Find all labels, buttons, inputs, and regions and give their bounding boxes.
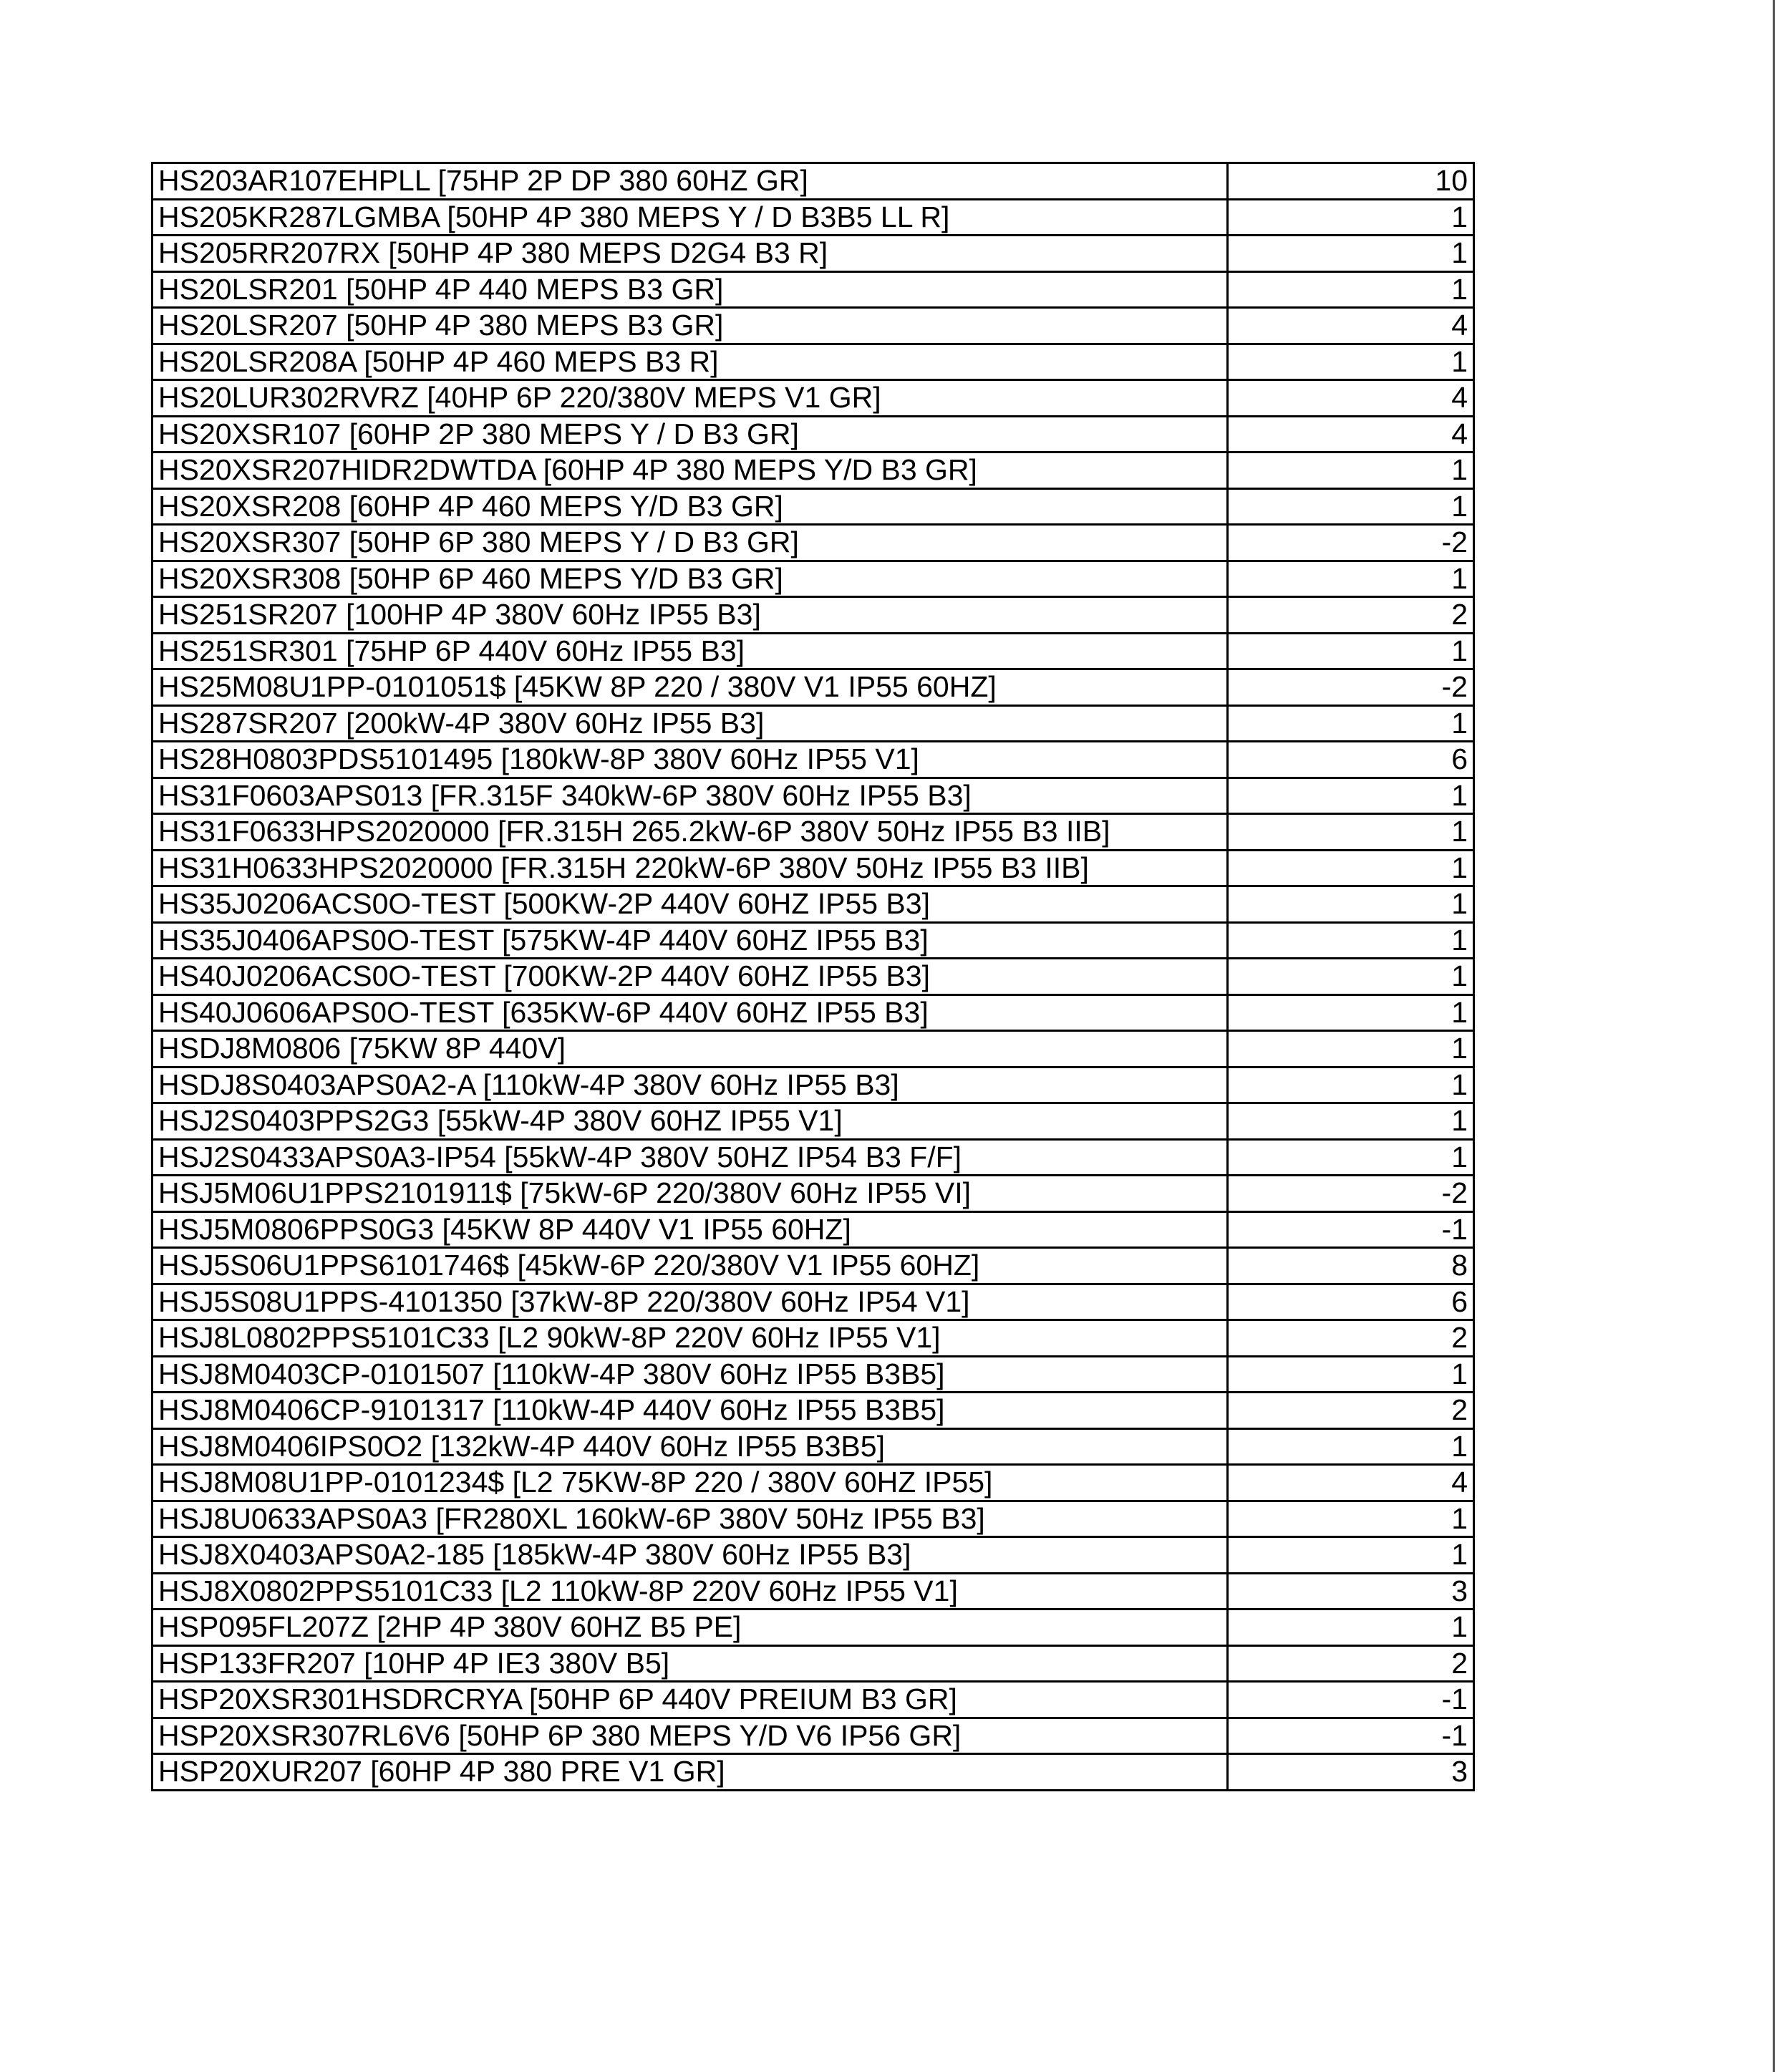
item-description-cell: HSJ8L0802PPS5101C33 [L2 90kW-8P 220V 60Hz IP55 V1] xyxy=(152,1320,1228,1357)
item-description-cell: HS20LUR302RVRZ [40HP 6P 220/380V MEPS V1 GR] xyxy=(152,380,1228,417)
item-description-cell: HS40J0206ACS0O-TEST [700KW-2P 440V 60HZ IP55 B3] xyxy=(152,959,1228,995)
item-description-cell: HS20LSR207 [50HP 4P 380 MEPS B3 GR] xyxy=(152,308,1228,344)
item-description-cell: HS20XSR307 [50HP 6P 380 MEPS Y / D B3 GR] xyxy=(152,525,1228,561)
quantity-cell: 1 xyxy=(1228,814,1474,851)
page-edge-line xyxy=(1773,0,1775,2072)
item-description-cell: HSP20XUR207 [60HP 4P 380 PRE V1 GR] xyxy=(152,1754,1228,1791)
item-description-cell: HS35J0206ACS0O-TEST [500KW-2P 440V 60HZ IP55 B3] xyxy=(152,886,1228,923)
quantity-cell: -2 xyxy=(1228,525,1474,561)
table-row xyxy=(152,1139,1474,1176)
table-row xyxy=(152,1609,1474,1646)
item-description-cell: HSJ5S08U1PPS-4101350 [37kW-8P 220/380V 60Hz IP54 V1] xyxy=(152,1284,1228,1320)
item-description-cell: HS40J0606APS0O-TEST [635KW-6P 440V 60HZ IP55 B3] xyxy=(152,994,1228,1031)
table-row xyxy=(152,1248,1474,1284)
table-row xyxy=(152,994,1474,1031)
item-description-cell: HS31F0603APS013 [FR.315F 340kW-6P 380V 60Hz IP55 B3] xyxy=(152,778,1228,814)
table-row xyxy=(152,633,1474,669)
quantity-cell: 8 xyxy=(1228,1248,1474,1284)
table-row xyxy=(152,1176,1474,1212)
quantity-cell: 1 xyxy=(1228,488,1474,525)
item-description-cell: HS203AR107EHPLL [75HP 2P DP 380 60HZ GR] xyxy=(152,163,1228,200)
table-row xyxy=(152,1465,1474,1501)
quantity-cell: 1 xyxy=(1228,959,1474,995)
quantity-cell: 1 xyxy=(1228,1428,1474,1465)
table-row xyxy=(152,1754,1474,1791)
table-row xyxy=(152,1393,1474,1429)
item-description-cell: HSJ2S0433APS0A3-IP54 [55kW-4P 380V 50HZ IP54 B3 F/F] xyxy=(152,1139,1228,1176)
item-description-cell: HSJ5M06U1PPS2101911$ [75kW-6P 220/380V 60Hz IP55 VI] xyxy=(152,1176,1228,1212)
quantity-cell: 1 xyxy=(1228,778,1474,814)
quantity-cell: 4 xyxy=(1228,308,1474,344)
quantity-cell: 1 xyxy=(1228,561,1474,597)
quantity-cell: 1 xyxy=(1228,344,1474,380)
quantity-cell: 1 xyxy=(1228,1356,1474,1393)
quantity-cell: 1 xyxy=(1228,1501,1474,1537)
quantity-cell: 6 xyxy=(1228,1284,1474,1320)
item-description-cell: HS25M08U1PP-0101051$ [45KW 8P 220 / 380V V1 IP55 60HZ] xyxy=(152,669,1228,706)
table-row xyxy=(152,1645,1474,1682)
item-description-cell: HSJ8M0406IPS0O2 [132kW-4P 440V 60Hz IP55 B3B5] xyxy=(152,1428,1228,1465)
item-description-cell: HSDJ8M0806 [75KW 8P 440V] xyxy=(152,1031,1228,1068)
quantity-cell: 1 xyxy=(1228,1139,1474,1176)
quantity-cell: 1 xyxy=(1228,850,1474,886)
table-row xyxy=(152,488,1474,525)
table-row xyxy=(152,1718,1474,1754)
item-description-cell: HSP095FL207Z [2HP 4P 380V 60HZ B5 PE] xyxy=(152,1609,1228,1646)
quantity-cell: 3 xyxy=(1228,1573,1474,1609)
quantity-cell: 1 xyxy=(1228,886,1474,923)
quantity-cell: 1 xyxy=(1228,705,1474,742)
quantity-cell: 2 xyxy=(1228,1393,1474,1429)
quantity-cell: 6 xyxy=(1228,742,1474,778)
item-description-cell: HS35J0406APS0O-TEST [575KW-4P 440V 60HZ IP55 B3] xyxy=(152,922,1228,959)
table-row xyxy=(152,163,1474,200)
item-description-cell: HSJ8M08U1PP-0101234$ [L2 75KW-8P 220 / 380V 60HZ IP55] xyxy=(152,1465,1228,1501)
table-row xyxy=(152,1103,1474,1140)
table-row xyxy=(152,561,1474,597)
item-description-cell: HSDJ8S0403APS0A2-A [110kW-4P 380V 60Hz IP55 B3] xyxy=(152,1067,1228,1103)
table-row xyxy=(152,742,1474,778)
item-description-cell: HS20XSR107 [60HP 2P 380 MEPS Y / D B3 GR] xyxy=(152,416,1228,452)
item-description-cell: HS251SR207 [100HP 4P 380V 60Hz IP55 B3] xyxy=(152,597,1228,634)
quantity-cell: -1 xyxy=(1228,1682,1474,1718)
table-row xyxy=(152,778,1474,814)
item-description-cell: HS31F0633HPS2020000 [FR.315H 265.2kW-6P 380V 50Hz IP55 B3 IIB] xyxy=(152,814,1228,851)
table-row xyxy=(152,814,1474,851)
inventory-table-body xyxy=(152,163,1474,1791)
item-description-cell: HS20XSR208 [60HP 4P 460 MEPS Y/D B3 GR] xyxy=(152,488,1228,525)
item-description-cell: HSJ8M0406CP-9101317 [110kW-4P 440V 60Hz IP55 B3B5] xyxy=(152,1393,1228,1429)
table-row xyxy=(152,1320,1474,1357)
quantity-cell: 3 xyxy=(1228,1754,1474,1791)
item-description-cell: HSJ5S06U1PPS6101746$ [45kW-6P 220/380V V1 IP55 60HZ] xyxy=(152,1248,1228,1284)
quantity-cell: 4 xyxy=(1228,1465,1474,1501)
table-row xyxy=(152,271,1474,308)
item-description-cell: HSJ8U0633APS0A3 [FR280XL 160kW-6P 380V 50Hz IP55 B3] xyxy=(152,1501,1228,1537)
quantity-cell: 1 xyxy=(1228,199,1474,236)
table-row xyxy=(152,669,1474,706)
item-description-cell: HSJ2S0403PPS2G3 [55kW-4P 380V 60HZ IP55 V1] xyxy=(152,1103,1228,1140)
table-row xyxy=(152,380,1474,417)
table-row xyxy=(152,1284,1474,1320)
quantity-cell: 2 xyxy=(1228,597,1474,634)
table-row xyxy=(152,1501,1474,1537)
quantity-cell: 1 xyxy=(1228,271,1474,308)
quantity-cell: 1 xyxy=(1228,1067,1474,1103)
item-description-cell: HSJ8X0403APS0A2-185 [185kW-4P 380V 60Hz IP55 B3] xyxy=(152,1537,1228,1574)
table-row xyxy=(152,922,1474,959)
item-description-cell: HS251SR301 [75HP 6P 440V 60Hz IP55 B3] xyxy=(152,633,1228,669)
quantity-cell: 1 xyxy=(1228,633,1474,669)
table-row xyxy=(152,705,1474,742)
table-row xyxy=(152,1537,1474,1574)
table-row xyxy=(152,1067,1474,1103)
table-row xyxy=(152,344,1474,380)
table-row xyxy=(152,597,1474,634)
table-row xyxy=(152,1031,1474,1068)
item-description-cell: HSJ8M0403CP-0101507 [110kW-4P 380V 60Hz IP55 B3B5] xyxy=(152,1356,1228,1393)
item-description-cell: HSP133FR207 [10HP 4P IE3 380V B5] xyxy=(152,1645,1228,1682)
quantity-cell: 1 xyxy=(1228,236,1474,272)
table-row xyxy=(152,886,1474,923)
item-description-cell: HS28H0803PDS5101495 [180kW-8P 380V 60Hz IP55 V1] xyxy=(152,742,1228,778)
item-description-cell: HS20LSR201 [50HP 4P 440 MEPS B3 GR] xyxy=(152,271,1228,308)
table-row xyxy=(152,959,1474,995)
quantity-cell: -2 xyxy=(1228,1176,1474,1212)
item-description-cell: HSJ5M0806PPS0G3 [45KW 8P 440V V1 IP55 60HZ] xyxy=(152,1211,1228,1248)
quantity-cell: 4 xyxy=(1228,416,1474,452)
quantity-cell: 1 xyxy=(1228,1103,1474,1140)
item-description-cell: HS20LSR208A [50HP 4P 460 MEPS B3 R] xyxy=(152,344,1228,380)
table-row xyxy=(152,1682,1474,1718)
item-description-cell: HS205RR207RX [50HP 4P 380 MEPS D2G4 B3 R] xyxy=(152,236,1228,272)
table-row xyxy=(152,416,1474,452)
quantity-cell: 4 xyxy=(1228,380,1474,417)
quantity-cell: 10 xyxy=(1228,163,1474,200)
item-description-cell: HS287SR207 [200kW-4P 380V 60Hz IP55 B3] xyxy=(152,705,1228,742)
quantity-cell: 1 xyxy=(1228,1537,1474,1574)
table-row xyxy=(152,1211,1474,1248)
quantity-cell: -1 xyxy=(1228,1211,1474,1248)
item-description-cell: HS205KR287LGMBA [50HP 4P 380 MEPS Y / D B3B5 LL R] xyxy=(152,199,1228,236)
item-description-cell: HS20XSR207HIDR2DWTDA [60HP 4P 380 MEPS Y/D B3 GR] xyxy=(152,452,1228,489)
quantity-cell: 2 xyxy=(1228,1320,1474,1357)
table-row xyxy=(152,1356,1474,1393)
table-row xyxy=(152,1428,1474,1465)
quantity-cell: -1 xyxy=(1228,1718,1474,1754)
inventory-table xyxy=(151,162,1475,1791)
table-row xyxy=(152,1573,1474,1609)
quantity-cell: 1 xyxy=(1228,1031,1474,1068)
item-description-cell: HSP20XSR307RL6V6 [50HP 6P 380 MEPS Y/D V6 IP56 GR] xyxy=(152,1718,1228,1754)
table-row xyxy=(152,452,1474,489)
quantity-cell: 1 xyxy=(1228,994,1474,1031)
item-description-cell: HSJ8X0802PPS5101C33 [L2 110kW-8P 220V 60Hz IP55 V1] xyxy=(152,1573,1228,1609)
item-description-cell: HSP20XSR301HSDRCRYA [50HP 6P 440V PREIUM B3 GR] xyxy=(152,1682,1228,1718)
table-row xyxy=(152,199,1474,236)
table-row xyxy=(152,525,1474,561)
table-row xyxy=(152,850,1474,886)
item-description-cell: HS31H0633HPS2020000 [FR.315H 220kW-6P 380V 50Hz IP55 B3 IIB] xyxy=(152,850,1228,886)
quantity-cell: 1 xyxy=(1228,1609,1474,1646)
quantity-cell: 2 xyxy=(1228,1645,1474,1682)
table-row xyxy=(152,308,1474,344)
quantity-cell: 1 xyxy=(1228,922,1474,959)
item-description-cell: HS20XSR308 [50HP 6P 460 MEPS Y/D B3 GR] xyxy=(152,561,1228,597)
quantity-cell: -2 xyxy=(1228,669,1474,706)
table-row xyxy=(152,236,1474,272)
quantity-cell: 1 xyxy=(1228,452,1474,489)
